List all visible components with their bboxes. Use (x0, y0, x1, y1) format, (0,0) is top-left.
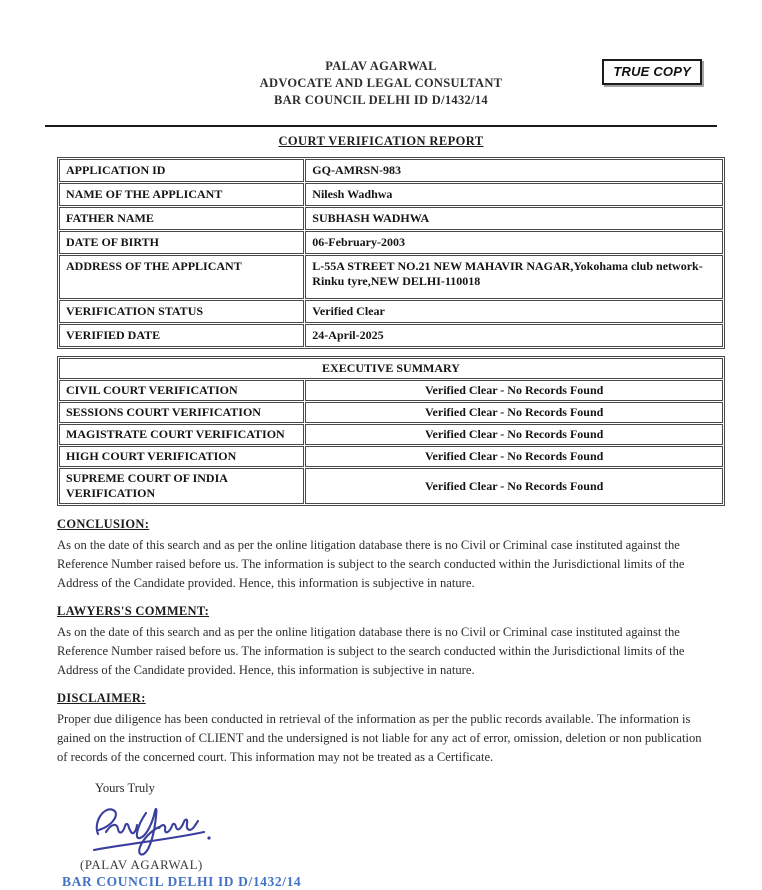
signatory-name: (PALAV AGARWAL) (80, 858, 203, 872)
table-row (59, 207, 723, 230)
lawyers-comment-heading: LAWYERS'S COMMENT: (57, 604, 210, 618)
summary-value: Verified Clear - No Records Found (305, 446, 723, 467)
detail-value: SUBHASH WADHWA (305, 207, 723, 230)
conclusion-body: As on the date of this search and as per the online litigation database there is no Civil or Criminal case instituted against the Reference Number raised before us. The information is subject to the search conducted within the Jurisdictional limits of the Address of the Candidate provided. Hence, this information is subjective in nature. (57, 538, 685, 590)
lawyers-comment-body: As on the date of this search and as per the online litigation database there is no Civil or Criminal case instituted against the Reference Number raised before us. The information is subject to the search conducted within the Jurisdictional limits of the Address of the Candidate provided. Hence, this information is subjective in nature. (57, 625, 685, 677)
salutation: Yours Truly (95, 781, 155, 795)
detail-label: ADDRESS OF THE APPLICANT (59, 255, 304, 299)
summary-value: Verified Clear - No Records Found (305, 468, 723, 504)
summary-value: Verified Clear - No Records Found (305, 380, 723, 401)
summary-value: Verified Clear - No Records Found (305, 402, 723, 423)
summary-label: CIVIL COURT VERIFICATION (59, 380, 304, 401)
summary-label: SUPREME COURT OF INDIA VERIFICATION (59, 468, 304, 504)
advocate-name: PALAV AGARWAL (325, 59, 437, 73)
disclaimer-body: Proper due diligence has been conducted in retrieval of the information as per the public records available. The information is gained on the instruction of CLIENT and the undersigned is not liable for any act of error, omission, deletion or non publication of records of the concerned court. This information may not be treated as a Certificate. (57, 712, 702, 764)
detail-value: 24-April-2025 (305, 324, 723, 347)
table-row (59, 358, 723, 379)
detail-value: L-55A STREET NO.21 NEW MAHAVIR NAGAR,Yokohama club network-Rinku tyre,NEW DELHI-110018 (305, 255, 723, 299)
disclaimer-heading: DISCLAIMER: (57, 691, 146, 705)
summary-label: MAGISTRATE COURT VERIFICATION (59, 424, 304, 445)
detail-label: VERIFICATION STATUS (59, 300, 304, 323)
true-copy-stamp: TRUE COPY (602, 59, 702, 85)
detail-label: VERIFIED DATE (59, 324, 304, 347)
letterhead (0, 0, 762, 109)
detail-label: DATE OF BIRTH (59, 231, 304, 254)
detail-label: FATHER NAME (59, 207, 304, 230)
table-row (59, 231, 723, 254)
table-row (59, 159, 723, 182)
conclusion-heading: CONCLUSION: (57, 517, 150, 531)
detail-value: GQ-AMRSN-983 (305, 159, 723, 182)
executive-summary-title: EXECUTIVE SUMMARY (59, 358, 723, 379)
table-row (59, 446, 723, 467)
executive-summary-table (57, 356, 725, 506)
summary-label: SESSIONS COURT VERIFICATION (59, 402, 304, 423)
advocate-bar-id: BAR COUNCIL DELHI ID D/1432/14 (274, 93, 488, 107)
detail-label: NAME OF THE APPLICANT (59, 183, 304, 206)
applicant-details-table (57, 157, 725, 349)
advocate-title: ADVOCATE AND LEGAL CONSULTANT (259, 76, 503, 90)
table-row (59, 380, 723, 401)
table-row (59, 255, 723, 299)
signature-image (84, 800, 762, 856)
handwritten-signature-icon (84, 800, 234, 856)
table-row (59, 424, 723, 445)
conclusion-section (57, 517, 709, 593)
table-row (59, 468, 723, 504)
signatory-bar-id: BAR COUNCIL DELHI ID D/1432/14 (62, 874, 302, 889)
table-row (59, 300, 723, 323)
report-title: COURT VERIFICATION REPORT (278, 134, 484, 148)
table-row (59, 402, 723, 423)
detail-value: Nilesh Wadhwa (305, 183, 723, 206)
disclaimer-section (57, 691, 709, 767)
summary-value: Verified Clear - No Records Found (305, 424, 723, 445)
detail-value: Verified Clear (305, 300, 723, 323)
table-row (59, 183, 723, 206)
detail-label: APPLICATION ID (59, 159, 304, 182)
table-row (59, 324, 723, 347)
header-divider (45, 125, 717, 127)
summary-label: HIGH COURT VERIFICATION (59, 446, 304, 467)
detail-value: 06-February-2003 (305, 231, 723, 254)
lawyers-comment-section (57, 604, 709, 680)
